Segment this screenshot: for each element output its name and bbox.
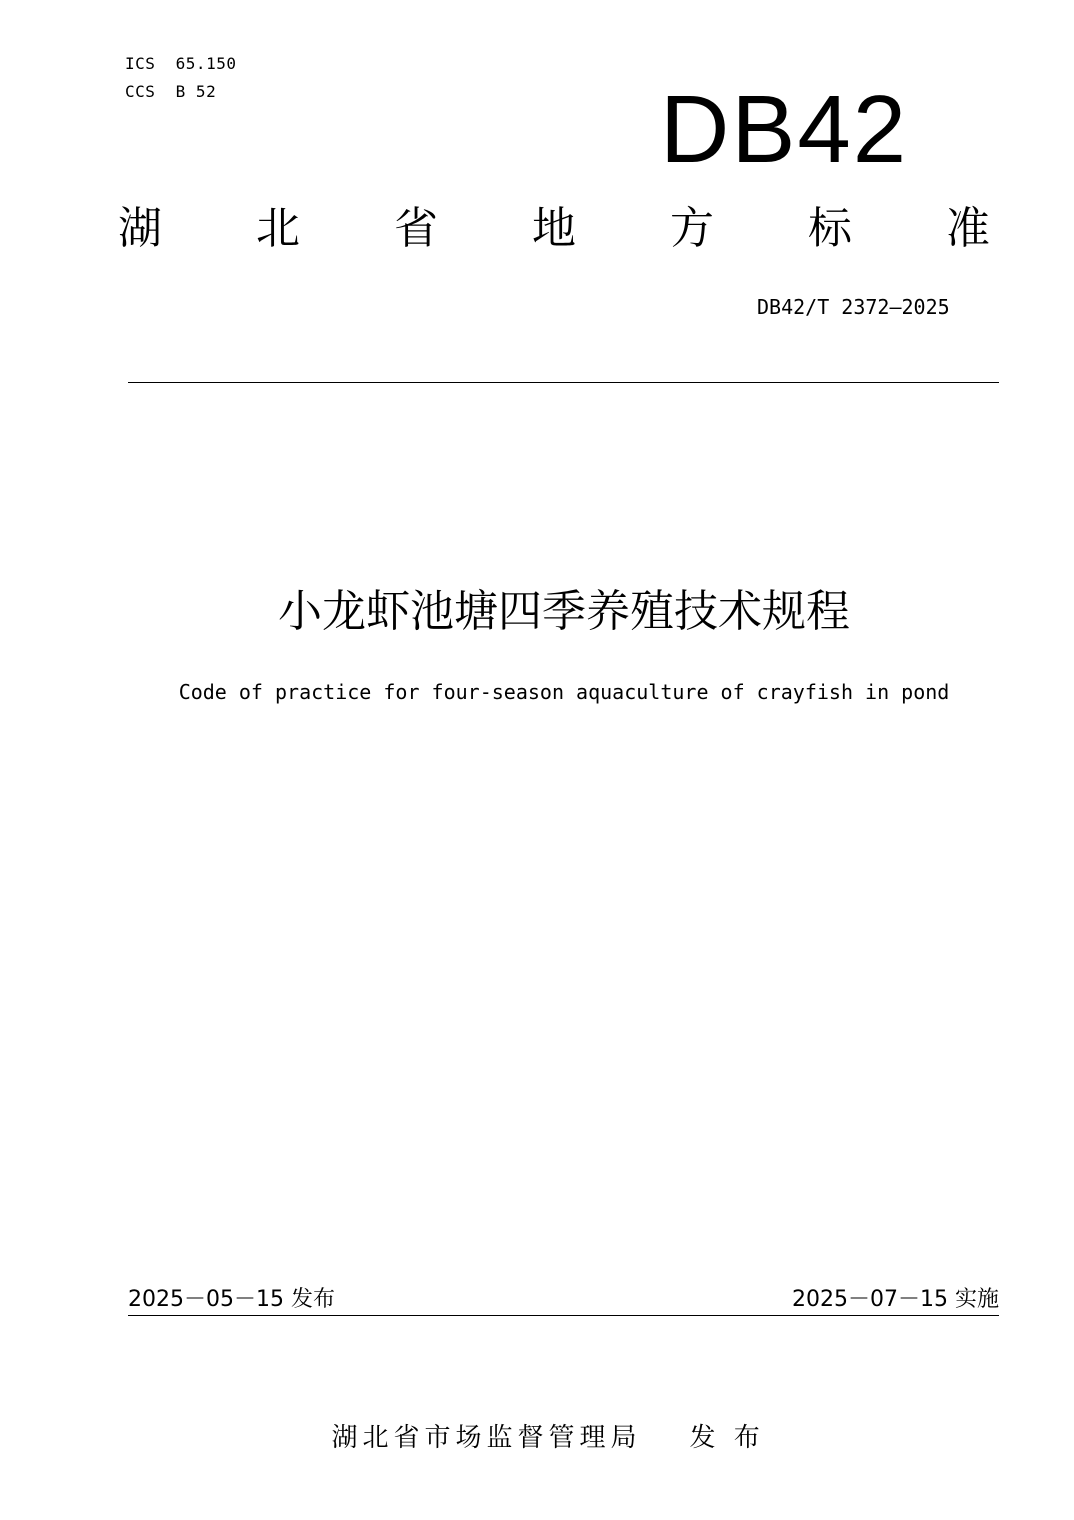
ics-code: ICS 65.150 [125, 54, 237, 73]
standard-type-char: 北 [256, 203, 300, 254]
standard-type-char: 标 [808, 203, 852, 254]
header-divider [128, 382, 999, 383]
document-title-english: Code of practice for four-season aquaculture of crayfish in pond [178, 680, 950, 704]
publish-date: 2025－05－15 发布 [128, 1287, 335, 1312]
document-title-chinese: 小龙虾池塘四季养殖技术规程 [278, 586, 850, 637]
publish-action: 发 布 [689, 1423, 765, 1453]
footer-divider [128, 1315, 999, 1316]
implement-date: 2025－07－15 实施 [792, 1287, 999, 1312]
standard-type-char: 准 [946, 203, 990, 254]
ccs-code: CCS B 52 [125, 82, 217, 101]
standard-number: DB42/T 2372—2025 [757, 295, 950, 319]
standard-type-char: 方 [670, 203, 714, 254]
standard-type-char: 地 [532, 203, 576, 254]
standard-type-char: 湖 [118, 203, 162, 254]
publisher-name: 湖北省市场监督管理局 [331, 1423, 642, 1453]
standard-type-char: 省 [394, 203, 438, 254]
publisher-line [305, 1387, 765, 1454]
standard-code-logo: DB42 [660, 76, 909, 183]
standard-type-title [118, 205, 990, 253]
